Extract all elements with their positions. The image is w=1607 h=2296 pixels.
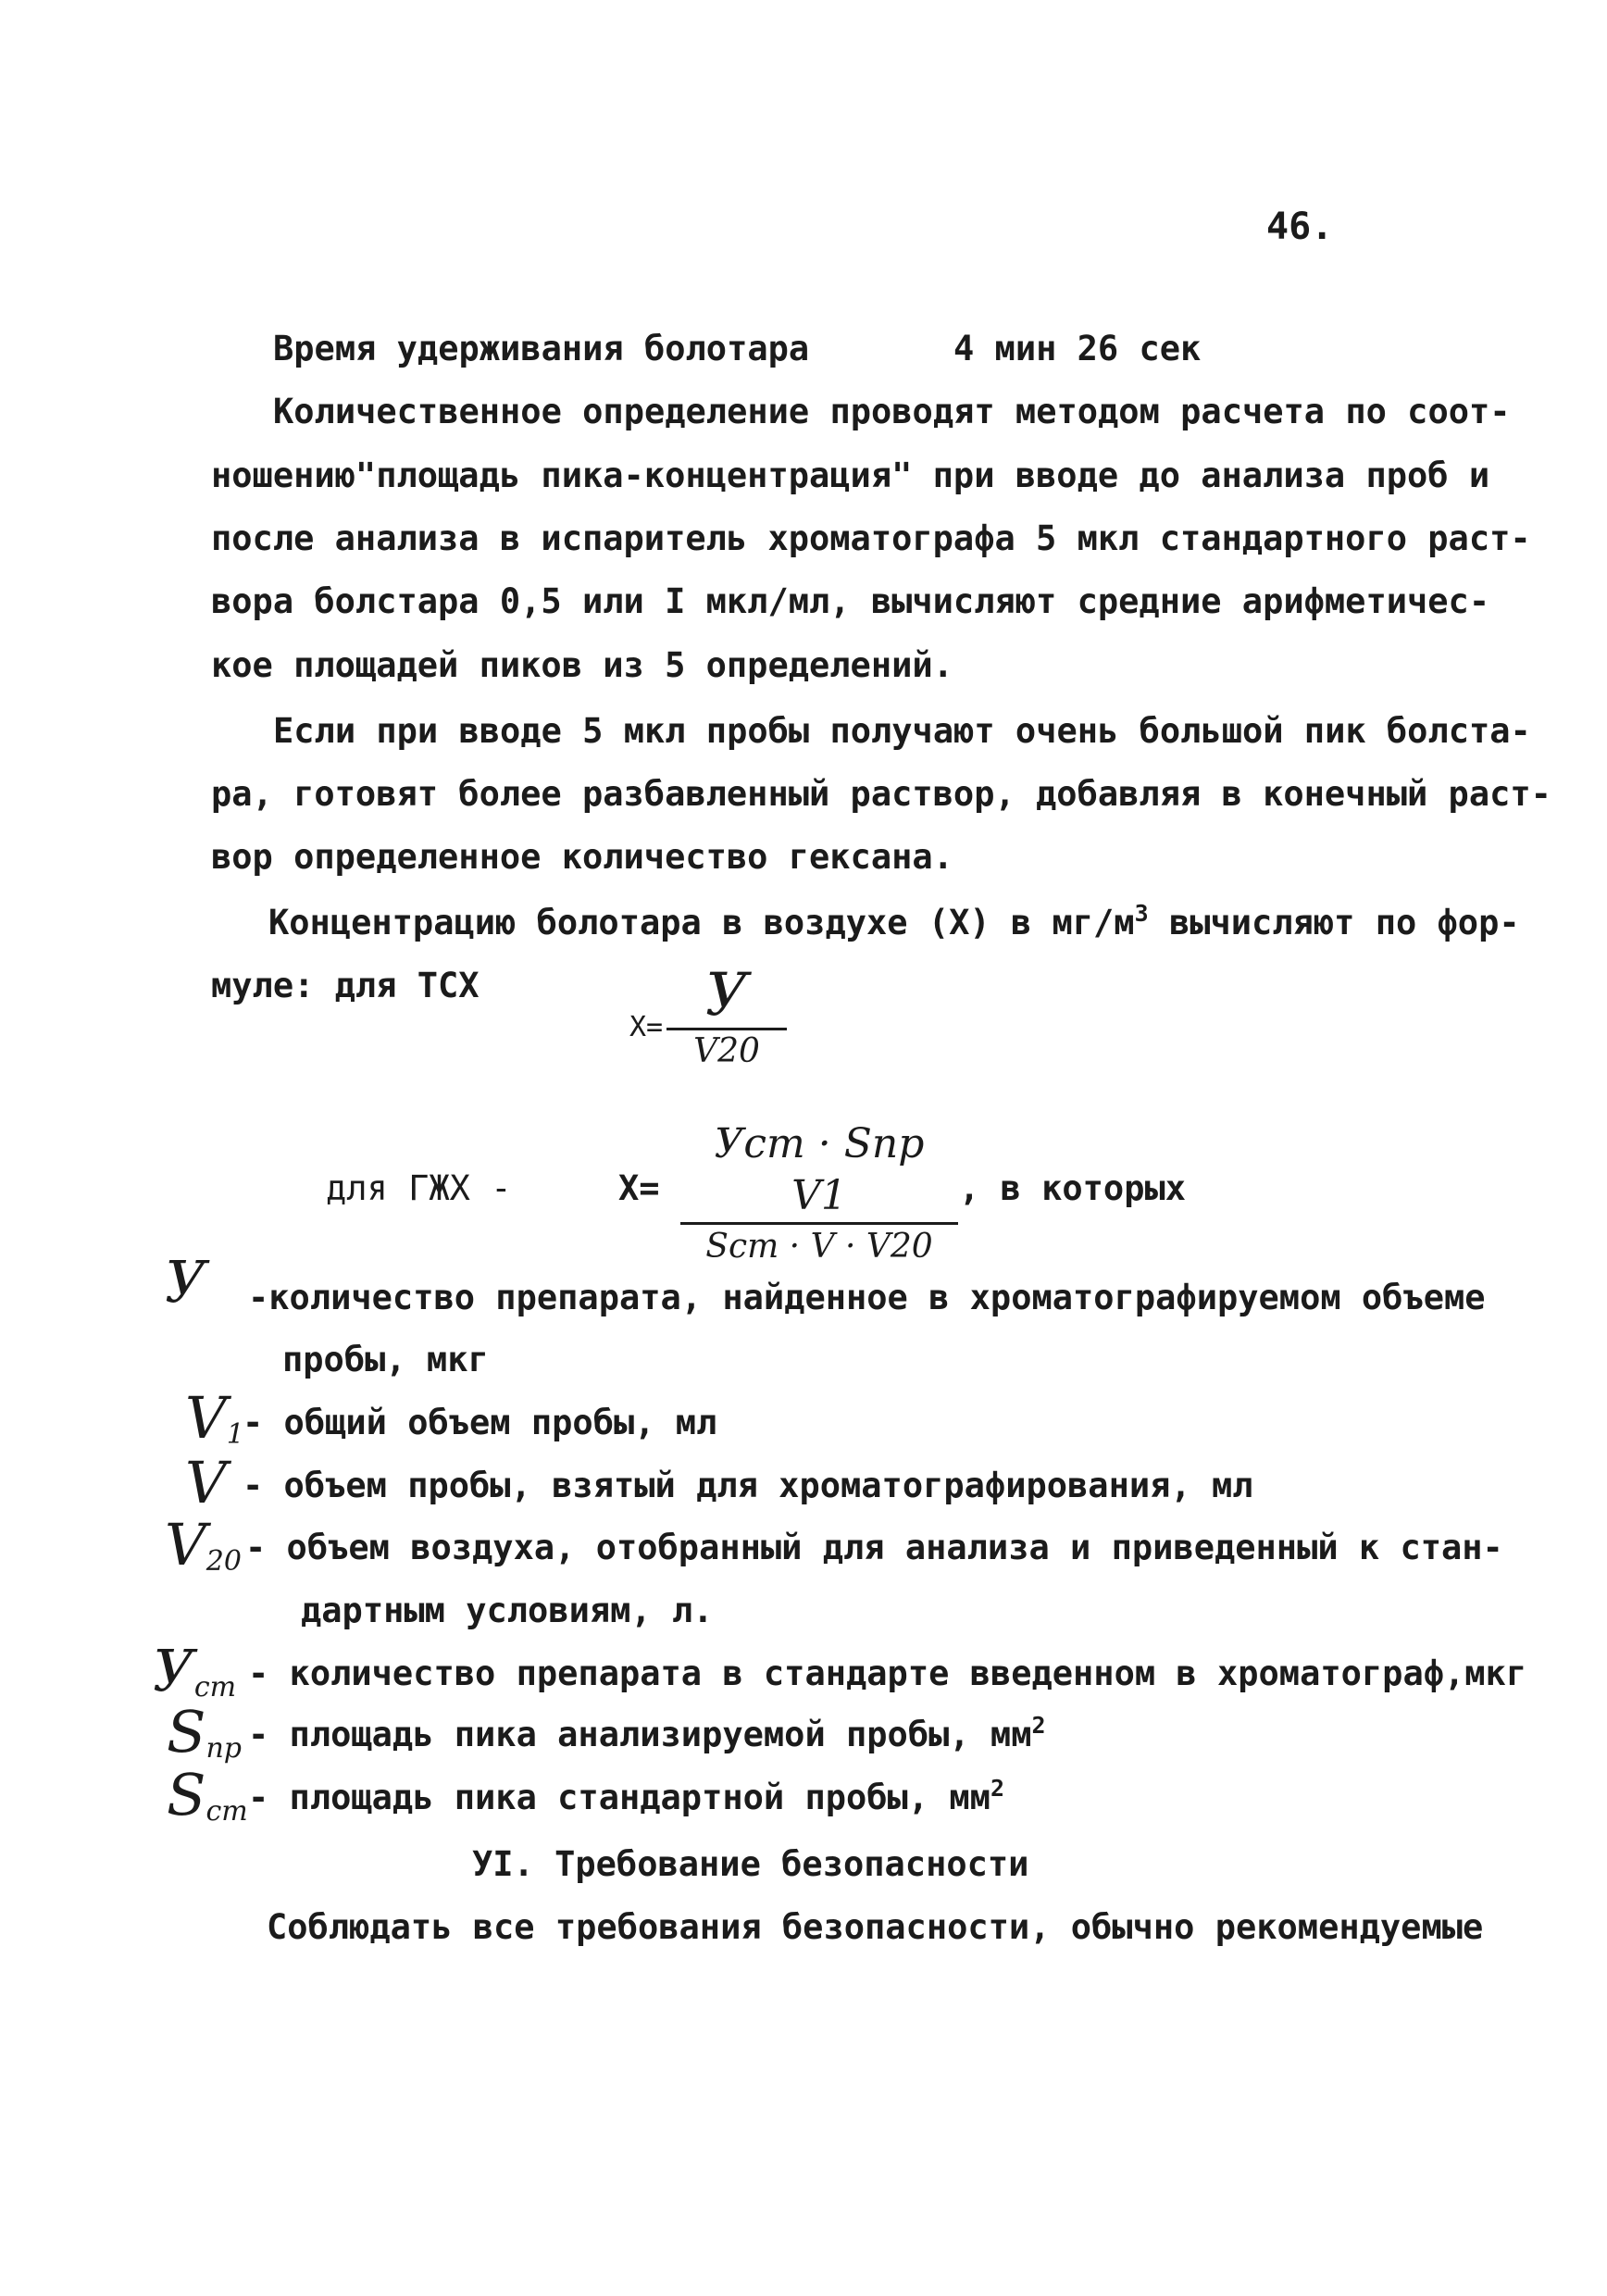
definition-text: пробы, мкг: [282, 1340, 489, 1379]
retention-label: Время удерживания болотара: [273, 329, 810, 368]
definition-text: -количество препарата, найденное в хроматографируемом объеме: [248, 1278, 1486, 1317]
formula-gzhx: [680, 1118, 958, 1269]
symbol-y-st: $У_{ст}$: [153, 1637, 237, 1704]
formula-tsx-numerator: У: [704, 961, 749, 1029]
formula-gzhx-label: для ГЖХ -: [326, 1168, 512, 1208]
closing-line: Соблюдать все требования безопасности, обычно рекомендуемые: [267, 1907, 1484, 1947]
concentration-end: вычисляют по фор-: [1168, 903, 1520, 942]
formula-gzhx-tail: , в которых: [959, 1168, 1187, 1208]
symbol-s-st: $S_{ст}$: [167, 1761, 248, 1828]
text-line: Количественное определение проводят методом расчета по соот-: [273, 392, 1511, 431]
superscript-cube: 3: [1134, 900, 1149, 927]
definition-text: - количество препарата в стандарте введенном в хроматограф,мкг: [248, 1653, 1527, 1693]
formula-gzhx-denominator: Sст · V · V20: [705, 1228, 933, 1266]
definition-text: - площадь пика анализируемой пробы, $мм^2$: [248, 1712, 1046, 1754]
concentration-line: [268, 900, 1520, 942]
formula-tsx: [666, 963, 787, 1073]
concentration-text: Концентрацию болотара в воздухе (X) в мг/м: [268, 903, 1135, 942]
text-line: вор определенное количество гексана.: [211, 837, 953, 877]
text-line: ра, готовят более разбавленный раствор, добавляя в конечный раст-: [211, 774, 1551, 814]
retention-value: 4 мин 26 сек: [953, 329, 1202, 368]
section-heading: УI. Требование безопасности: [472, 1844, 1029, 1884]
definition-text: дартным условиям, л.: [301, 1591, 714, 1630]
symbol-v20: $V_{20}$: [165, 1511, 242, 1578]
page-number: 46.: [1266, 206, 1334, 248]
definition-text: - площадь пика стандартной пробы, $мм^2$: [248, 1775, 1004, 1817]
formula-gzhx-numerator: Уст · Sпр V1: [714, 1120, 925, 1219]
formula-tsx-lhs: X=: [629, 1011, 664, 1043]
text-line: кое площадей пиков из 5 определений.: [211, 645, 953, 685]
text-line: вора болстара 0,5 или I мкл/мл, вычисляют средние арифметичес-: [211, 581, 1490, 621]
formula-tsx-denominator: V20: [693, 1032, 760, 1070]
text-line: Если при вводе 5 мкл пробы получают очень большой пик болста-: [273, 711, 1531, 751]
text-line: ношению"площадь пика-концентрация" при вводе до анализа проб и: [211, 455, 1490, 495]
symbol-s-pr: $S_{пр}$: [167, 1698, 243, 1766]
symbol-v: V: [185, 1449, 227, 1516]
definition-text: - общий объем пробы, мл: [243, 1403, 717, 1442]
definition-text: - объем пробы, взятый для хроматографирования, мл: [243, 1466, 1253, 1505]
formula-intro: муле: для ТСХ: [211, 966, 480, 1005]
symbol-y: У: [165, 1248, 206, 1316]
symbol-v1: $V_1$: [185, 1384, 244, 1452]
definition-text: - объем воздуха, отобранный для анализа и приведенный к стан-: [245, 1528, 1503, 1567]
text-line: после анализа в испаритель хроматографа 5 мкл стандартного раст-: [211, 518, 1531, 558]
formula-gzhx-lhs: X=: [618, 1168, 660, 1208]
